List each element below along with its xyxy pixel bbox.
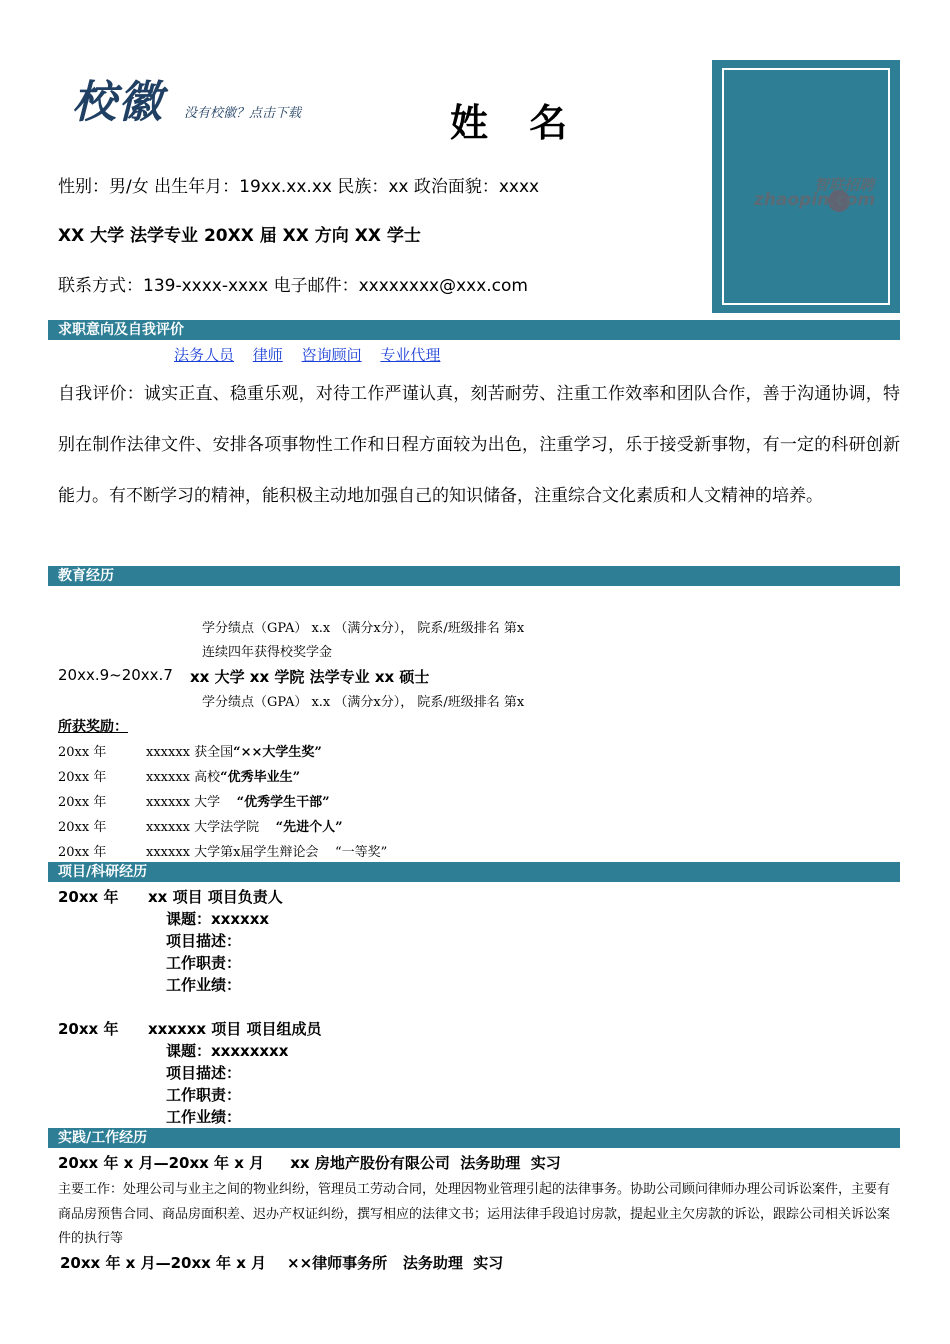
project-year: 20xx 年	[58, 1020, 119, 1038]
awards-label: 所获奖励：	[58, 719, 128, 735]
job-title: 20xx 年 x 月—20xx 年 x 月 ××律师事务所 法务助理 实习	[60, 1254, 504, 1272]
project-year: 20xx 年	[58, 888, 119, 906]
gpa-line: 学分绩点（GPA） x.x （满分x分）， 院系/班级排名 第x	[202, 695, 525, 710]
project-topic: 课题：xxxxxx	[166, 910, 270, 928]
candidate-name: 姓 名	[450, 101, 582, 145]
job-link-consultant[interactable]: 咨询顾问	[301, 346, 362, 364]
award-item: 20xx 年 xxxxxx 大学 “优秀学生干部”	[58, 795, 330, 810]
watermark-cn: 智联招聘	[814, 176, 875, 194]
degree-date: 20xx.9~20xx.7	[58, 666, 173, 684]
project-desc: 项目描述：	[166, 932, 242, 950]
project-duty: 工作职责：	[166, 954, 242, 972]
job-title: 20xx 年 x 月—20xx 年 x 月 xx 房地产股份有限公司 法务助理 实习	[58, 1154, 561, 1172]
logo-download-link[interactable]: 没有校徽？点击下载	[184, 106, 302, 121]
education-summary: XX 大学 法学专业 20XX 届 XX 方向 XX 学士	[58, 226, 421, 246]
gpa-line: 学分绩点（GPA） x.x （满分x分）， 院系/班级排名 第x	[202, 621, 525, 636]
job-targets	[174, 344, 454, 365]
photo-placeholder[interactable]	[712, 60, 900, 313]
project-result: 工作业绩：	[166, 976, 242, 994]
award-item: 20xx 年 xxxxxx 大学法学院 “先进个人”	[58, 820, 343, 835]
section-header-projects: 项目/科研经历	[48, 862, 900, 882]
scholarship-line: 连续四年获得校奖学金	[202, 645, 333, 660]
section-header-education: 教育经历	[48, 566, 900, 586]
personal-info: 性别：男/女 出生年月：19xx.xx.xx 民族：xx 政治面貌：xxxx	[58, 177, 540, 197]
award-item: 20xx 年 xxxxxx 获全国“××大学生奖”	[58, 745, 322, 760]
job-description: 主要工作：处理公司与业主之间的物业纠纷，管理员工劳动合同，处理因物业管理引起的法律事务。协助公司顾问律师办理公司诉讼案件，主要有商品房预售合同、商品房面积差、迟办产权证纠纷，撰写相应的法律文书；运用法律手段追讨房款，提起业主欠房款的诉讼，跟踪公司相关诉讼案件的执行等	[58, 1182, 891, 1246]
project-result: 工作业绩：	[166, 1108, 242, 1126]
project-name: xxxxxx 项目 项目组成员	[148, 1020, 322, 1038]
school-logo[interactable]: 校徽	[72, 77, 164, 128]
job-link-lawyer[interactable]: 律师	[252, 346, 283, 364]
job-link-legal-staff[interactable]: 法务人员	[174, 346, 235, 364]
watermark-logo	[754, 174, 894, 214]
project-topic: 课题：xxxxxxxx	[166, 1042, 289, 1060]
project-name: xx 项目 项目负责人	[148, 888, 283, 906]
contact-info: 联系方式：139-xxxx-xxxx 电子邮件：xxxxxxxx@xxx.com	[58, 276, 528, 296]
award-item: 20xx 年 xxxxxx 高校“优秀毕业生”	[58, 770, 301, 785]
self-evaluation: 自我评价：诚实正直、稳重乐观，对待工作严谨认真，刻苦耐劳、注重工作效率和团队合作，善于沟通协调，特别在制作法律文件、安排各项事物性工作和日程方面较为出色，注重学习，乐于接受新事物，有一定的科研创新能力。有不断学习的精神，能积极主动地加强自己的知识储备，注重综合文化素质和人文精神的培养。	[58, 384, 900, 506]
job-link-agent[interactable]: 专业代理	[380, 346, 441, 364]
award-item: 20xx 年 xxxxxx 大学第x届学生辩论会 “一等奖”	[58, 845, 388, 860]
section-header-objective: 求职意向及自我评价	[48, 320, 900, 340]
project-desc: 项目描述：	[166, 1064, 242, 1082]
section-header-work: 实践/工作经历	[48, 1128, 900, 1148]
project-duty: 工作职责：	[166, 1086, 242, 1104]
degree-info: xx 大学 xx 学院 法学专业 xx 硕士	[190, 668, 430, 686]
watermark-en: zhaopin.com	[754, 190, 876, 210]
photo-frame	[722, 68, 890, 305]
